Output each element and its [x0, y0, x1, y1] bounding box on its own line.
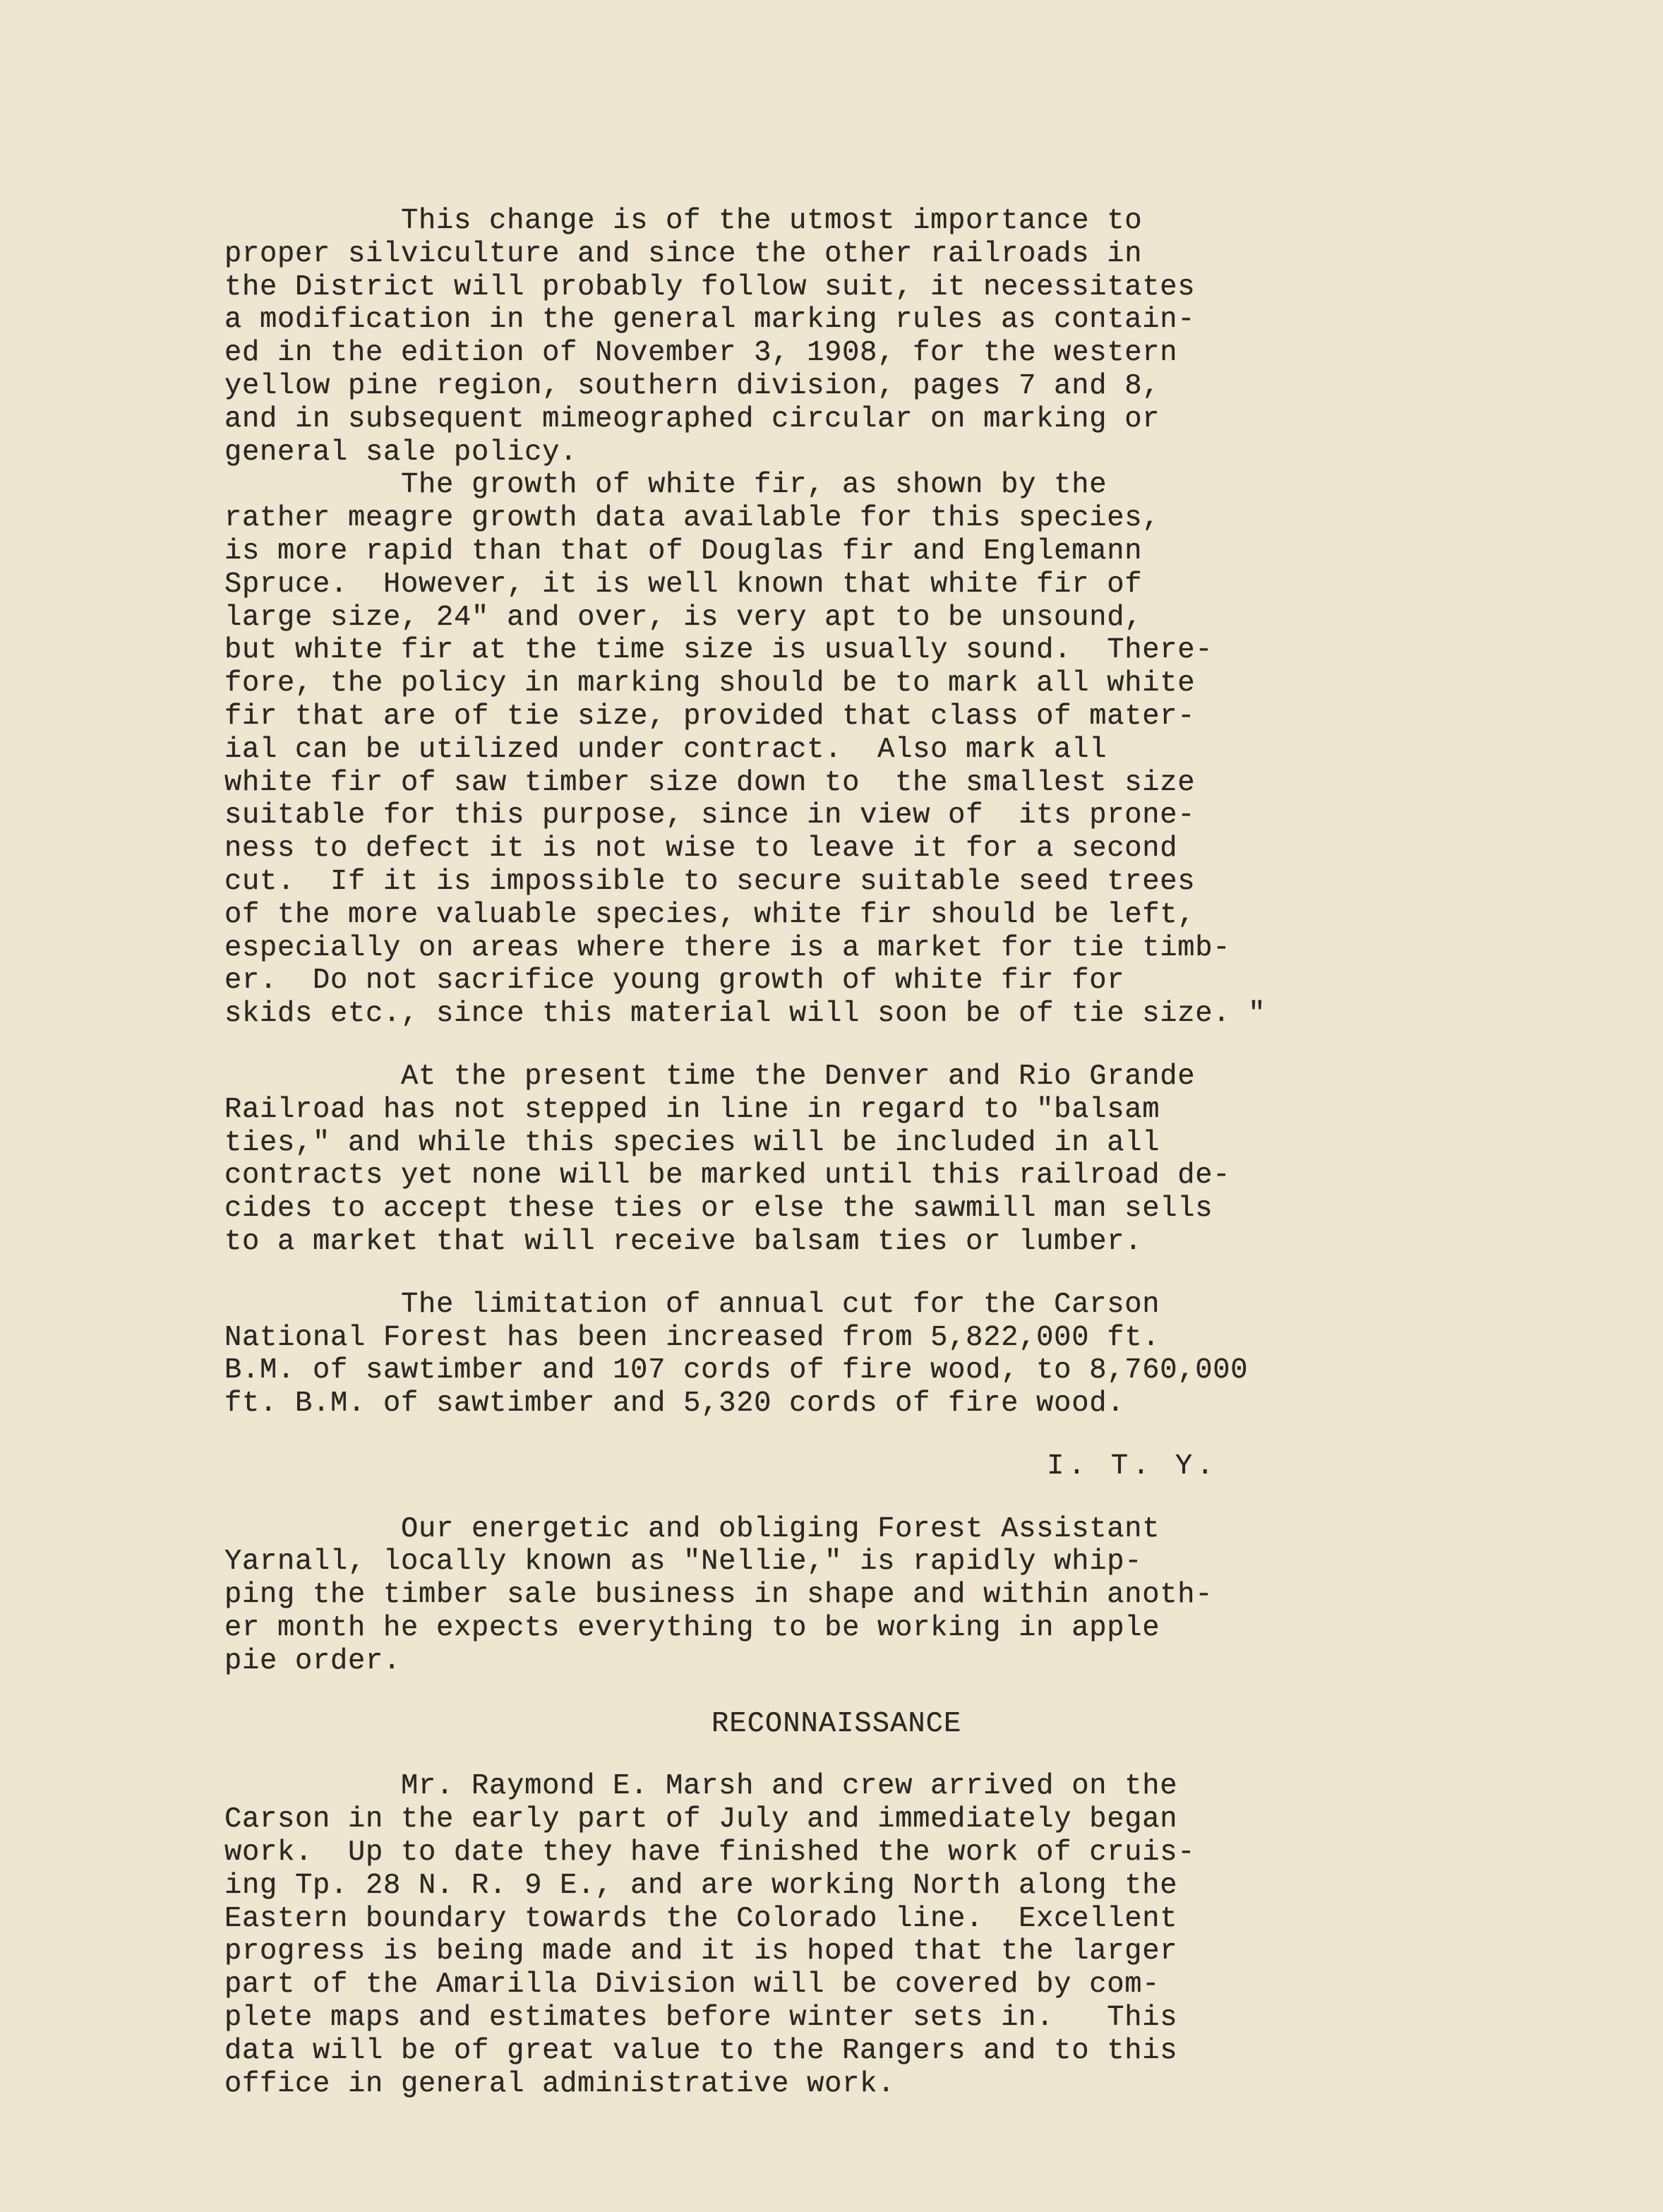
paragraph-forest-assistant: Our energetic and obliging Forest Assistant Yarnall, locally known as "Nellie," is rapidly whip- ping the timber sale business in shape and within anoth- er month he expects everything to be working in apple pie order. — [224, 1512, 1213, 1678]
paragraph-gap — [224, 1421, 1467, 1450]
paragraph-gap — [224, 1259, 1467, 1289]
author-initials: I. T. Y. — [1047, 1449, 1218, 1483]
paragraph-white-fir: The growth of white fir, as shown by the rather meagre growth data available for this species, is more rapid than that of Douglas fir and Englemann Spruce. However, it is well known that white fir of large size, 24" and over, is very apt to be unsound, but white fir at the time size is usually sound. There- fore, the policy in marking should be to mark all white fir that are of tie size, provided that class of mater- ial can be utilized under contract. Also mark all white fir of saw timber size down to the smallest size suitable for this purpose, since in view of its prone- ness to defect it is not wise to leave it for a second cut. If it is impossible to secure suitable seed trees of the more valuable species, white fir should be left, especially on areas where there is a market for tie timb- er. Do not sacrifice young growth of white fir for skids etc., since this material will soon be of tie size. " — [224, 469, 1266, 1031]
paragraph-gap — [224, 1740, 1467, 1770]
paragraph-denver-rio-grande: At the present time the Denver and Rio Grande Railroad has not stepped in line in regard to "balsam ties," and while this species will be included in all contracts yet none will be marked until this railroad de- cides to accept these ties or else the sawmill man sells to a market that will receive balsam ties or lumber. — [224, 1060, 1231, 1258]
document-body — [224, 205, 1467, 2100]
paragraph-annual-cut: The limitation of annual cut for the Carson National Forest has been increased from 5,822,000 ft. B.M. of sawtimber and 107 cords of fire wood, to 8,760,000 ft. B.M. of sawtimber and 5,320 cords of fire wood. — [224, 1288, 1249, 1421]
paragraph-gap — [224, 1678, 1467, 1708]
paragraph-gap — [224, 1031, 1467, 1060]
paragraph-marking-rules: This change is of the utmost importance to proper silviculture and since the other railroads in the District will probably follow suit, it necessitates a modification in the general marking rules as contain- ed in the edition of November 3, 1908, for the western yellow pine region, southern division, pages 7 and 8, and in subsequent mimeographed circular on marking or general sale policy. — [224, 205, 1196, 469]
section-heading: RECONNAISSANCE — [712, 1707, 962, 1740]
paragraph-gap — [224, 1483, 1467, 1513]
paragraph-reconnaissance: Mr. Raymond E. Marsh and crew arrived on the Carson in the early part of July and immediately began work. Up to date they have finished the work of cruis- ing Tp. 28 N. R. 9 E., and are working North along the Eastern boundary towards the Colorado line. Excellent progress is being made and it is hoped that the larger part of the Amarilla Division will be covered by com- plete maps and estimates before winter sets in. This data will be of great value to the Rangers and to this office in general administrative work. — [224, 1770, 1196, 2100]
